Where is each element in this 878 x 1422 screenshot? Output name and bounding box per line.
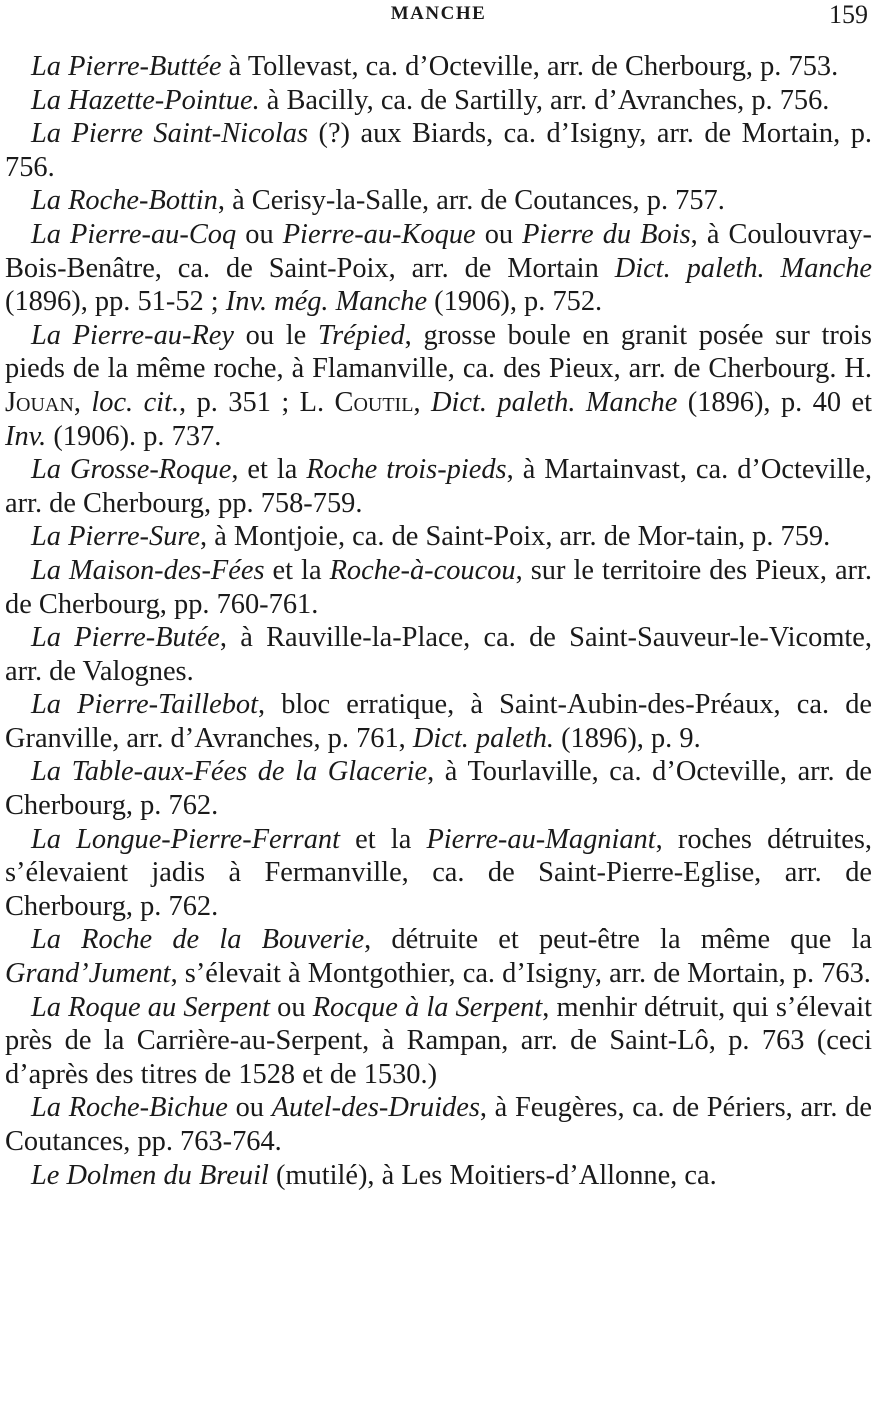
entry — [5, 218, 872, 319]
entry-text: , à Tourlaville, ca. d’Octeville, arr. de Cherbourg, p. 762. — [5, 756, 872, 822]
entry-text: , grosse boule en granit posée sur trois pieds de la même roche, à Flamanville, ca. des Pieux, arr. de Cherbourg. H. — [5, 319, 872, 385]
entry-text: , bloc erratique, à Saint-Aubin-des-Préaux, ca. de Granville, arr. d’Avranches, p. 761, — [5, 689, 872, 754]
running-title: MANCHE — [390, 3, 487, 24]
entry-italic-text: La Pierre-Buttée — [31, 51, 222, 82]
entry-text: , à Feugères, ca. de Périers, arr. de Coutances, pp. 763-764. — [5, 1092, 872, 1157]
entry-text: (1906), p. 752. — [427, 286, 603, 318]
entry-author-name: Jouan — [5, 386, 74, 418]
entry-italic-text: La Roche-Bottin — [31, 185, 218, 217]
entry — [5, 755, 872, 822]
entry-italic-text: Pierre-au-Magniant — [426, 823, 656, 855]
entry-text: (1896), p. 9. — [554, 722, 701, 754]
entry-italic-text: Autel-des-Druides — [271, 1092, 480, 1124]
entry-author-name: Coutil — [334, 386, 414, 418]
entry — [5, 554, 872, 621]
entry — [5, 991, 872, 1092]
entry-italic-text: La Grosse-Roque — [31, 454, 232, 486]
entry-text: , menhir détruit, qui s’élevait près de la Carrière-au-Serpent, à Rampan, arr. de Saint-Lô, p. 763 (ceci d’après des titres de 1528 et de 1530.) — [5, 991, 872, 1090]
entry — [5, 453, 872, 520]
entry-text: , — [73, 386, 92, 418]
entry-italic-text: La Pierre-au-Coq — [31, 218, 237, 250]
entry-italic-text: Pierre-au-Koque — [282, 218, 476, 250]
entry-italic-text: La Pierre-Taillebot — [31, 689, 258, 721]
entry-text: , s’élevait à Montgothier, ca. d’Isigny, arr. de Mortain, p. 763. — [170, 958, 871, 990]
entry-italic-text: La Roque au Serpent — [31, 991, 271, 1023]
entry-italic-text: La Roche de la Bouverie — [31, 924, 365, 956]
entry-italic-text: La Pierre-Butée — [31, 622, 220, 654]
entry-italic-text: Trépied — [317, 319, 405, 351]
entry-text: (1896), pp. 51-52 ; — [5, 286, 226, 318]
entry — [5, 1091, 872, 1158]
entry-italic-text: La Pierre Saint-Nicolas — [31, 118, 309, 150]
entry-text: (1906). p. 737. — [46, 420, 222, 452]
entry — [5, 319, 872, 453]
entry-text: , à Martainvast, ca. d’Octeville, arr. de Cherbourg, pp. 758-759. — [5, 454, 872, 519]
entry — [5, 688, 872, 755]
entry — [5, 84, 872, 118]
entry-text: et la — [264, 554, 330, 586]
entry-text: à Tollevast, ca. d’Octeville, arr. de Cherbourg, p. 753. — [221, 51, 839, 82]
entry-text: , à Coulouvray-Bois-Benâtre, ca. de Saint-Poix, arr. de Mortain — [5, 218, 873, 284]
entry-italic-text: loc. cit. — [91, 386, 180, 418]
entry-italic-text: Pierre du Bois — [522, 218, 691, 250]
entry-italic-text: La Maison-des-Fées — [31, 554, 265, 586]
entry-text: , à Rauville-la-Place, ca. de Saint-Sauveur-le-Vicomte, arr. de Valognes. — [5, 622, 873, 687]
entry-italic-text: La Longue-Pierre-Ferrant — [31, 823, 341, 855]
entry-text: , et la — [231, 454, 307, 486]
entry-text: , roches détruites, s’élevaient jadis à Fermanville, ca. de Saint-Pierre-Eglise, arr. de Cherbourg, p. 762. — [5, 823, 872, 922]
entry-text: ou — [227, 1092, 272, 1124]
entry-italic-text: Dict. paleth. Manche — [614, 252, 872, 284]
entry-text: , à Montjoie, ca. de Saint-Poix, arr. de Mor-tain, p. 759. — [200, 521, 831, 553]
entry — [5, 621, 872, 688]
entry — [5, 117, 872, 184]
entry-italic-text: La Hazette-Pointue. — [31, 84, 260, 116]
entry-italic-text: Inv. — [5, 420, 47, 452]
entry-text: , à Cerisy-la-Salle, arr. de Coutances, p. 757. — [217, 185, 725, 217]
entry-italic-text: Grand’Jument — [5, 958, 171, 990]
entry-italic-text: Le Dolmen du Breuil — [31, 1159, 269, 1191]
entry — [5, 823, 872, 924]
entry-list — [5, 50, 872, 1192]
entry-text: (mutilé), à Les Moitiers-d’Allonne, ca. — [268, 1159, 717, 1191]
entry-italic-text: Roche-à-coucou — [329, 554, 516, 586]
entry-italic-text: Rocque à la Serpent — [312, 991, 543, 1023]
entry — [5, 923, 872, 990]
entry — [5, 520, 872, 554]
entry — [5, 184, 872, 218]
entry-text: ou — [236, 218, 283, 250]
entry-italic-text: La Roche-Bichue — [31, 1092, 228, 1124]
entry-text: et la — [340, 823, 427, 855]
page-header — [5, 0, 872, 34]
entry-text: ou — [270, 991, 313, 1023]
entry — [5, 1159, 872, 1193]
entry-text: (1896), p. 40 et — [677, 386, 872, 418]
entry-italic-text: Inv. még. Manche — [225, 286, 428, 318]
entry-text: , — [413, 386, 431, 418]
entry-text: ou le — [233, 319, 318, 351]
entry-italic-text: Dict. paleth. — [412, 722, 554, 754]
entry — [5, 50, 872, 84]
entry-text: , sur le territoire des Pieux, arr. de Cherbourg, pp. 760-761. — [5, 554, 872, 620]
entry-italic-text: La Pierre-au-Rey — [31, 319, 234, 351]
entry-italic-text: La Table-aux-Fées de la Glacerie — [31, 756, 428, 788]
entry-text: (?) aux Biards, ca. d’Isigny, arr. de Mortain, p. 756. — [5, 118, 872, 183]
entry-text: , p. 351 ; L. — [179, 386, 335, 418]
entry-italic-text: La Pierre-Sure — [31, 521, 200, 553]
entry-text: ou — [475, 218, 523, 250]
page-number: 159 — [829, 0, 868, 29]
entry-italic-text: Roche trois-pieds — [306, 454, 507, 486]
entry-text: à Bacilly, ca. de Sartilly, arr. d’Avranches, p. 756. — [259, 84, 830, 116]
entry-text: , détruite et peut-être la même que la — [364, 924, 872, 956]
entry-italic-text: Dict. paleth. Manche — [430, 386, 678, 418]
